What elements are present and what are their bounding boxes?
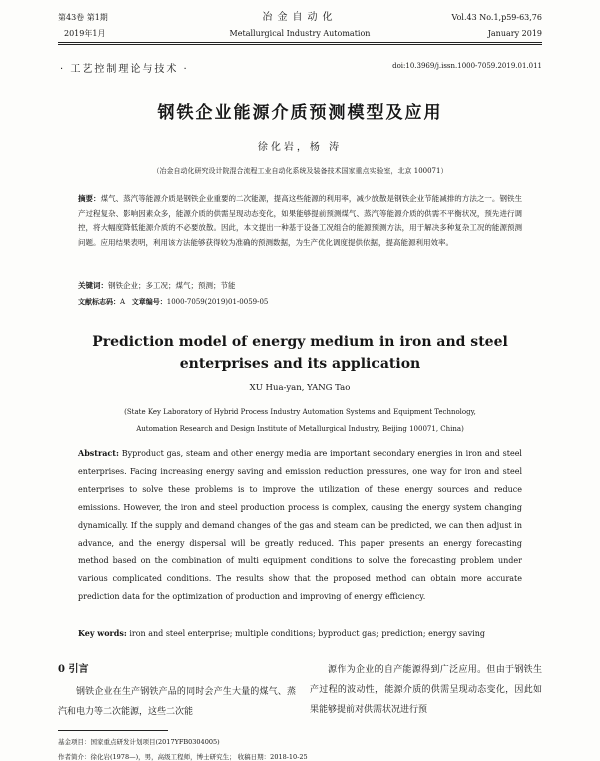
affiliation-cn: （冶金自动化研究设计院混合流程工业自动化系统及装备技术国家重点实验室，北京 100071） — [152, 167, 448, 175]
affiliation-en — [0, 404, 600, 438]
article-no-value: 1000-7059(2019)01-0059-05 — [166, 298, 269, 306]
authors-en: XU Hua-yan, YANG Tao — [249, 383, 351, 393]
abstract-en-label: Abstract: — [78, 448, 119, 458]
keywords-cn — [78, 280, 236, 291]
abstract-en-text: Byproduct gas, steam and other energy media are important secondary energies in iron and steel enterprises. Facing increasing energy saving and emission reduction pressures, one way for iron and steel enterprises to solve these problems is to improve the utilization of these energy sources and reduce emissions. However, the iron and steel production process is complex, causing the energy system changing dynamically. If the supply and demand changes of the gas and steam can be predicted, we can then adjust in advance, and the energy dispersal will be greatly reduced. This paper presents an energy forecasting method based on the combination of multi equipment conditions to solve the forecasting problem under various complicated conditions. The results show that the proposed method can obtain more accurate prediction data for the optimization of production and improving of energy efficiency. — [78, 449, 522, 602]
header-volume-cn: 第43卷 第1期 — [58, 13, 108, 22]
abstract-en — [78, 445, 522, 606]
header-journal-cn: 冶金自动化 — [262, 12, 338, 23]
title-en-line2: enterprises and its application — [179, 356, 421, 372]
column-tag: · 工艺控制理论与技术 · — [60, 64, 189, 75]
page-title-en — [0, 331, 600, 375]
abstract-cn-text: 煤气、蒸汽等能源介质是钢铁企业重要的二次能源，提高这些能源的利用率，减少放散是钢铁企业节能减排的方法之一。钢铁生产过程复杂、影响因素众多，能源介质的供需呈现动态变化，如果能够提前预测煤气、蒸汽等能源介质的供需不平衡状况，预先进行调控，将大幅度降低能源介质的不必要放散。因此，本文提出一种基于设备工况组合的能源预测方法，用于解决多种复杂工况的能源预测问题。应用结果表明，利用该方法能够获得较为准确的预测数据，为生产优化调度提供依据，提高能源利用效率。 — [78, 194, 522, 247]
body-right-column: 源作为企业的自产能源得到广泛应用。但由于钢铁生产过程的波动性，能源介质的供需呈现动态变化，因此如果能够提前对供需状况进行预 — [310, 665, 542, 715]
footnote-author: 作者简介：徐化岩(1978—)，男，高级工程师，博士研究生； 收稿日期：2018-10-25 — [58, 753, 308, 761]
footnote-rule — [58, 730, 168, 731]
header-rule-2 — [58, 44, 542, 45]
header-rule — [58, 42, 542, 43]
header-journal-en: Metallurgical Industry Automation — [229, 29, 371, 38]
article-no-label: 文章编号： — [131, 297, 167, 306]
keywords-en-label: Key words: — [78, 628, 127, 638]
keywords-cn-text: 钢铁企业；多工况；煤气；预测；节能 — [108, 281, 236, 290]
classification-line — [78, 297, 268, 307]
authors-cn: 徐化岩，杨 涛 — [257, 142, 343, 153]
classification-value: A — [120, 298, 126, 306]
abstract-cn-label: 摘要： — [78, 194, 101, 203]
keywords-cn-label: 关键词： — [78, 281, 108, 290]
header-date-en: January 2019 — [487, 29, 542, 38]
section-heading: 0 引言 — [58, 664, 89, 675]
affiliation-en-line1: (State Key Laboratory of Hybrid Process Industry Automation Systems and Equipment Technology, — [124, 408, 476, 416]
doi: doi:10.3969/j.issn.1000-7059.2019.01.011 — [392, 62, 542, 70]
page-title-cn: 钢铁企业能源介质预测模型及应用 — [157, 103, 443, 123]
keywords-en-text: iron and steel enterprise; multiple conditions; byproduct gas; prediction; energy saving — [129, 629, 486, 638]
header-volume-en: Vol.43 No.1,p59-63,76 — [451, 13, 542, 22]
keywords-en — [78, 628, 528, 638]
header-date-cn: 2019年1月 — [64, 29, 106, 38]
classification-label: 文献标志码： — [78, 297, 120, 306]
affiliation-en-line2: Automation Research and Design Institute of Metallurgical Industry, Beijing 100071, China) — [136, 425, 464, 433]
abstract-cn — [78, 192, 522, 250]
footnote-funding: 基金项目：国家重点研发计划项目(2017YFB0304005) — [58, 738, 220, 746]
title-en-line1: Prediction model of energy medium in iron and steel — [92, 334, 508, 350]
body-left-column: 钢铁企业在生产钢铁产品的同时会产生大量的煤气、蒸汽和电力等二次能源，这些二次能 — [58, 687, 296, 717]
